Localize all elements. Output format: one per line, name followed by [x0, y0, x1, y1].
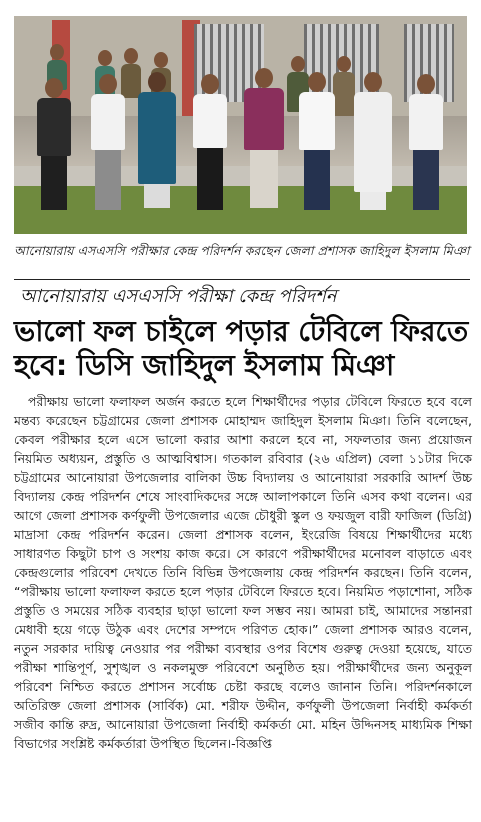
photo-grass	[14, 186, 467, 234]
person-figure	[242, 68, 286, 208]
person-figure	[190, 74, 230, 210]
article-headline: ভালো ফল চাইলে পড়ার টেবিলে ফিরতে হবে: ডিসি জাহিদুল ইসলাম মিঞা	[14, 315, 469, 382]
person-figure	[136, 72, 178, 208]
article-subhead: আনোয়ারায় এসএসসি পরীক্ষা কেন্দ্র পরিদর্শন	[20, 286, 337, 307]
person-figure	[296, 72, 338, 210]
divider	[14, 279, 470, 280]
news-photo	[14, 16, 467, 234]
article-body	[14, 392, 472, 753]
article-paragraph: পরীক্ষায় ভালো ফলাফল অর্জন করতে হলে শিক্ষার্থীদের পড়ার টেবিলে ফিরতে হবে বলে মন্তব্য করেছেন চট্টগ্রামের জেলা প্রশাসক মোহাম্মদ জাহিদুল ইসলাম মিঞা। তিনি বলেছেন, কেবল পরীক্ষার হলে এসে ভালো করার আশা করলে হবে না, সফলতার জন্য প্রয়োজন নিয়মিত অধ্যয়ন, প্রস্তুতি ও আত্মবিশ্বাস। গতকাল রবিবার (২৬ এপ্রিল) বেলা ১১টার দিকে চট্টগ্রামের আনোয়ারা উপজেলার বালিকা উচ্চ বিদ্যালয় ও আনোয়ারা সরকারি আদর্শ উচ্চ বিদ্যালয় কেন্দ্র পরিদর্শন শেষে সাংবাদিকদের সঙ্গে আলাপকালে তিনি এসব কথা বলেন। এর আগে জেলা প্রশাসক কর্ণফুলী উপজেলার এজে চৌধুরী স্কুল ও ফয়জুল বারী ফাজিল (ডিগ্রি) মাদ্রাসা কেন্দ্র পরিদর্শন করেন। জেলা প্রশাসক বলেন, ইংরেজি বিষয়ে শিক্ষার্থীদের মধ্যে সাধারণত কিছুটা চাপ ও সংশয় কাজ করে। সে কারণে পরীক্ষার্থীদের মনোবল বাড়াতে এবং কেন্দ্রগুলোর পরিবেশ দেখতে তিনি বিভিন্ন উপজেলায় কেন্দ্র পরিদর্শন করছেন। তিনি বলেন, “পরীক্ষায় ভালো ফলাফল করতে হলে পড়ার টেবিলে ফিরতে হবে। নিয়মিত পড়াশোনা, সঠিক প্রস্তুতি ও সময়ের সঠিক ব্যবহার ছাড়া ভালো ফল সম্ভব নয়। আমরা চাই, আমাদের সন্তানরা মেধাবী হয়ে গড়ে উঠুক এবং দেশের সম্পদে পরিণত হোক।” জেলা প্রশাসক আরও বলেন, নতুন সরকার দায়িত্ব নেওয়ার পর পরীক্ষা ব্যবস্থার ওপর বিশেষ গুরুত্ব দেওয়া হয়েছে, যাতে পরীক্ষা শান্তিপূর্ণ, সুশৃঙ্খল ও নকলমুক্ত পরিবেশে অনুষ্ঠিত হয়। পরীক্ষার্থীদের জন্য অনুকূল পরিবেশ নিশ্চিত করতে প্রশাসন সর্বোচ্চ চেষ্টা করছে বলেও জানান তিনি। পরিদর্শনকালে অতিরিক্ত জেলা প্রশাসক (সার্বিক) মো. শরীফ উদ্দীন, কর্ণফুলী উপজেলা নির্বাহী কর্মকর্তা সজীব কান্তি রুদ্র, আনোয়ারা উপজেলা নির্বাহী কর্মকর্তা মো. মহিন উদ্দিনসহ মাধ্যমিক শিক্ষা বিভাগের সংশ্লিষ্ট কর্মকর্তারা উপস্থিত ছিলেন।-বিজ্ঞপ্তি	[14, 394, 472, 751]
person-figure	[88, 74, 128, 210]
person-figure	[34, 78, 74, 210]
person-figure	[352, 72, 394, 210]
photo-caption: আনোয়ারায় এসএসসি পরীক্ষার কেন্দ্র পরিদর্শন করছেন জেলা প্রশাসক জাহিদুল ইসলাম মিঞা	[14, 243, 470, 258]
person-figure	[406, 74, 446, 210]
